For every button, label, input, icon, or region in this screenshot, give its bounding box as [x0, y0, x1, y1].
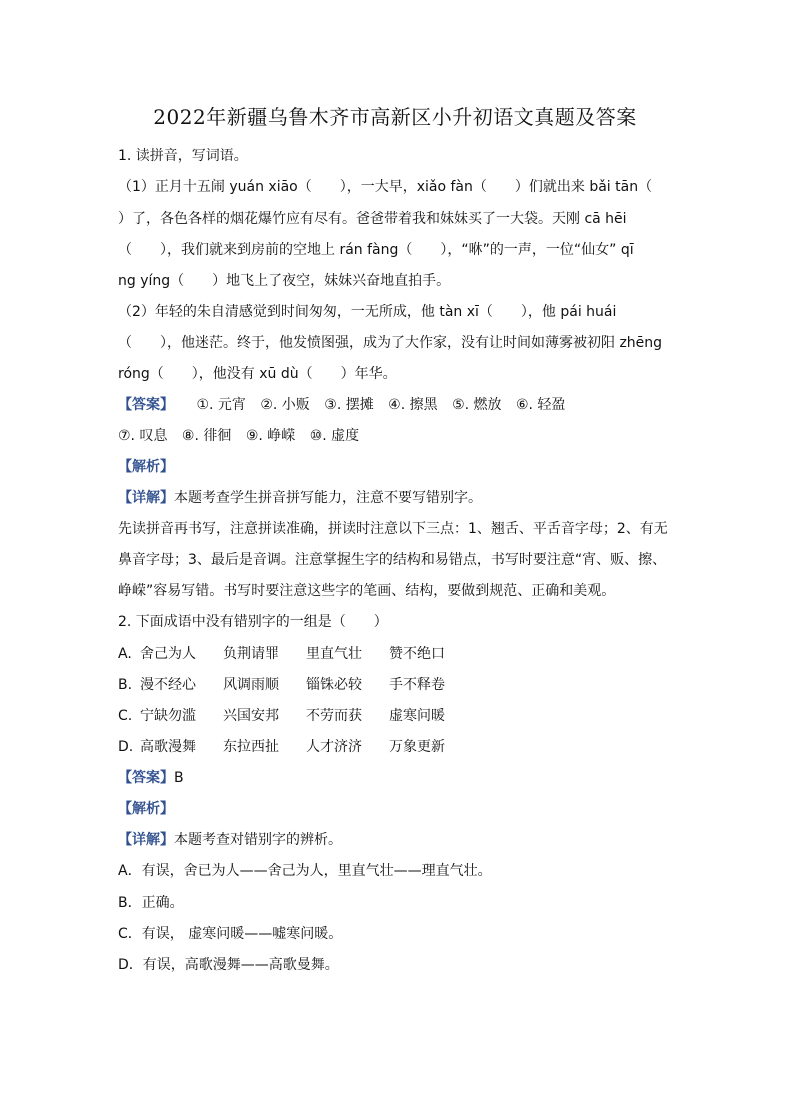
q1-explain-line2: 鼻音字母；3、最后是音调。注意掌握生字的结构和易错点，书写时要注意“宵、贩、擦、 [118, 552, 667, 568]
q1-p1-line4: ng yíng（ ）地飞上了夜空，妹妹兴奋地直拍手。 [118, 273, 451, 289]
q2-option-item: 里直气壮 [306, 646, 362, 662]
q2-option-label: B. [118, 677, 133, 693]
q2-option-item: 舍己为人 [140, 646, 196, 662]
q1-answer-10: ⑩. 虚度 [309, 428, 360, 444]
q2-explain-line1: A．有误，舍已为人——舍己为人，里直气壮——理直气壮。 [118, 863, 492, 879]
q2-explain-line2: B．正确。 [118, 895, 184, 911]
q1-answer-8: ⑧. 徘徊 [181, 428, 232, 444]
q2-option-label: C. [118, 708, 133, 724]
q1-answer-4: ④. 擦黑 [388, 397, 438, 413]
q2-option-label: A. [118, 646, 132, 662]
q2-option-item: 宁缺勿滥 [140, 708, 196, 724]
q2-option-item: 高歌漫舞 [140, 739, 196, 755]
q2-explain-line3: C．有误， 虚寒问暖——嘘寒问暖。 [118, 926, 343, 942]
q1-answer-2: ②. 小贩 [260, 397, 310, 413]
q1-answer-9: ⑨. 峥嵘 [245, 428, 296, 444]
q2-option-item: 漫不经心 [140, 677, 196, 693]
q2-option-a [118, 644, 678, 664]
q2-option-item: 锱铢必较 [306, 677, 362, 693]
q2-answer-value: B [174, 770, 184, 786]
q2-option-c [118, 706, 678, 726]
q2-option-item: 东拉西扯 [223, 739, 279, 755]
q2-option-item: 赞不绝口 [389, 646, 445, 662]
q1-detail-text: 本题考查学生拼音拼写能力，注意不要写错别字。 [174, 490, 482, 506]
q2-option-item: 风调雨顺 [223, 677, 279, 693]
q2-option-label: D. [118, 739, 134, 755]
q1-answer-row2 [118, 426, 678, 446]
q2-answer-tag: 【答案】 [118, 770, 174, 786]
document-title: 2022年新疆乌鲁木齐市高新区小升初语文真题及答案 [153, 105, 637, 129]
q2-stem: 2. 下面成语中没有错别字的一组是（ ） [118, 614, 388, 630]
q1-analysis-tag: 【解析】 [118, 459, 174, 475]
q2-option-b [118, 675, 678, 695]
q1-stem: 1. 读拼音，写词语。 [118, 148, 248, 164]
q1-p2-line3: róng（ ），他没有 xū dù（ ）年华。 [118, 366, 397, 382]
q1-p1-line1: （1）正月十五闹 yuán xiāo（ ），一大早，xiǎo fàn（ ）们就出来 bǎi tān（ [118, 179, 653, 195]
q1-p2-line1: （2）年轻的朱自清感觉到时间匆匆，一无所成，他 tàn xī（ ），他 pái huái [118, 304, 617, 320]
q1-answer-3: ③. 摆摊 [324, 397, 374, 413]
q2-answer [118, 768, 678, 788]
q2-detail [118, 830, 678, 850]
q2-option-item: 万象更新 [389, 739, 445, 755]
q1-answer-row1 [118, 395, 678, 415]
q2-analysis-tag: 【解析】 [118, 801, 174, 817]
q1-explain-line1: 先读拼音再书写，注意拼读准确，拼读时注意以下三点：1、翘舌、平舌音字母；2、有无 [118, 521, 668, 537]
q1-answer-5: ⑤. 燃放 [452, 397, 502, 413]
q1-answer-6: ⑥. 轻盈 [515, 397, 566, 413]
q1-answer-tag: 【答案】 [118, 397, 174, 413]
q1-p1-line2: ）了，各色各样的烟花爆竹应有尽有。爸爸带着我和妹妹买了一大袋。天刚 cā hēi [118, 211, 627, 227]
q1-p1-line3: （ ），我们就来到房前的空地上 rán fàng（ ），“咻”的一声，一位“仙女” qī [118, 242, 634, 258]
q2-option-item: 虚寒问暖 [389, 708, 445, 724]
q2-option-item: 手不释卷 [389, 677, 445, 693]
q1-answer-7: ⑦. 叹息 [118, 428, 168, 444]
q2-option-item: 兴国安邦 [223, 708, 279, 724]
q1-detail [118, 488, 678, 508]
q1-p2-line2: （ ），他迷茫。终于，他发愤图强，成为了大作家，没有让时间如薄雾被初阳 zhēng [118, 335, 663, 351]
q2-option-item: 人才济济 [306, 739, 362, 755]
q2-detail-text: 本题考查对错别字的辨析。 [174, 832, 342, 848]
q1-detail-tag: 【详解】 [118, 490, 174, 506]
q1-answer-1: ①. 元宵 [196, 397, 246, 413]
q2-option-d [118, 737, 678, 757]
q2-detail-tag: 【详解】 [118, 832, 174, 848]
q1-explain-line3: 峥嵘”容易写错。书写时要注意这些字的笔画、结构，要做到规范、正确和美观。 [118, 583, 616, 599]
q2-option-item: 负荆请罪 [223, 646, 279, 662]
q2-explain-line4: D．有误，高歌漫舞——高歌曼舞。 [118, 957, 339, 973]
q2-option-item: 不劳而获 [306, 708, 362, 724]
